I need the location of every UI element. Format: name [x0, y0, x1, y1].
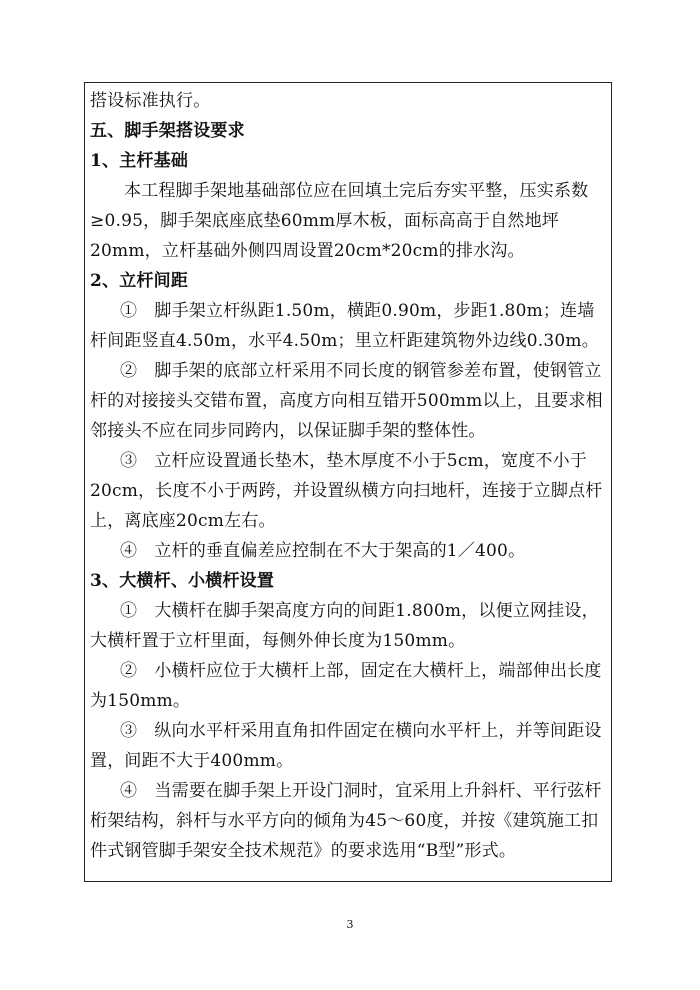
list-item: ② 脚手架的底部立杆采用不同长度的钢管参差布置，使钢管立杆的对接接头交错布置，高度方向相互错开500mm以上，且要求相邻接头不应在同步同跨内，以保证脚手架的整体性。 [90, 361, 603, 441]
list-item: ④ 立杆的垂直偏差应控制在不大于架高的1／400。 [120, 541, 526, 561]
document-body [90, 86, 610, 866]
page-number: 3 [346, 918, 354, 931]
subsection-heading: 1、主杆基础 [90, 151, 189, 171]
subsection-heading: 3、大横杆、小横杆设置 [90, 571, 275, 591]
list-item: ② 小横杆应位于大横杆上部，固定在大横杆上，端部伸出长度为150mm。 [90, 661, 602, 711]
intro-line: 搭设标准执行。 [90, 91, 211, 111]
subsection-heading: 2、立杆间距 [90, 271, 189, 291]
section-heading: 五、脚手架搭设要求 [90, 121, 245, 141]
list-item: ③ 立杆应设置通长垫木，垫木厚度不小于5cm，宽度不小于20cm，长度不小于两跨，并设置纵横方向扫地杆，连接于立脚点杆上，离底座20cm左右。 [90, 451, 603, 531]
list-item: ① 大横杆在脚手架高度方向的间距1.800m，以便立网挂设，大横杆置于立杆里面，每侧外伸长度为150mm。 [90, 601, 599, 651]
list-item: ④ 当需要在脚手架上开设门洞时，宜采用上升斜杆、平行弦杆桁架结构，斜杆与水平方向的倾角为45～60度，并按《建筑施工扣件式钢管脚手架安全技术规范》的要求选用“B型”形式。 [90, 781, 602, 861]
list-item: ③ 纵向水平杆采用直角扣件固定在横向水平杆上，并等间距设置，间距不大于400mm。 [90, 721, 602, 771]
paragraph: 本工程脚手架地基础部位应在回填土完后夯实平整，压实系数≥0.95，脚手架底座底垫60mm厚木板，面标高高于自然地坪20mm，立杆基础外侧四周设置20cm*20cm的排水沟。 [90, 181, 589, 261]
list-item: ① 脚手架立杆纵距1.50m，横距0.90m，步距1.80m；连墙杆间距竖直4.50m，水平4.50m；里立杆距建筑物外边线0.30m。 [90, 301, 599, 351]
